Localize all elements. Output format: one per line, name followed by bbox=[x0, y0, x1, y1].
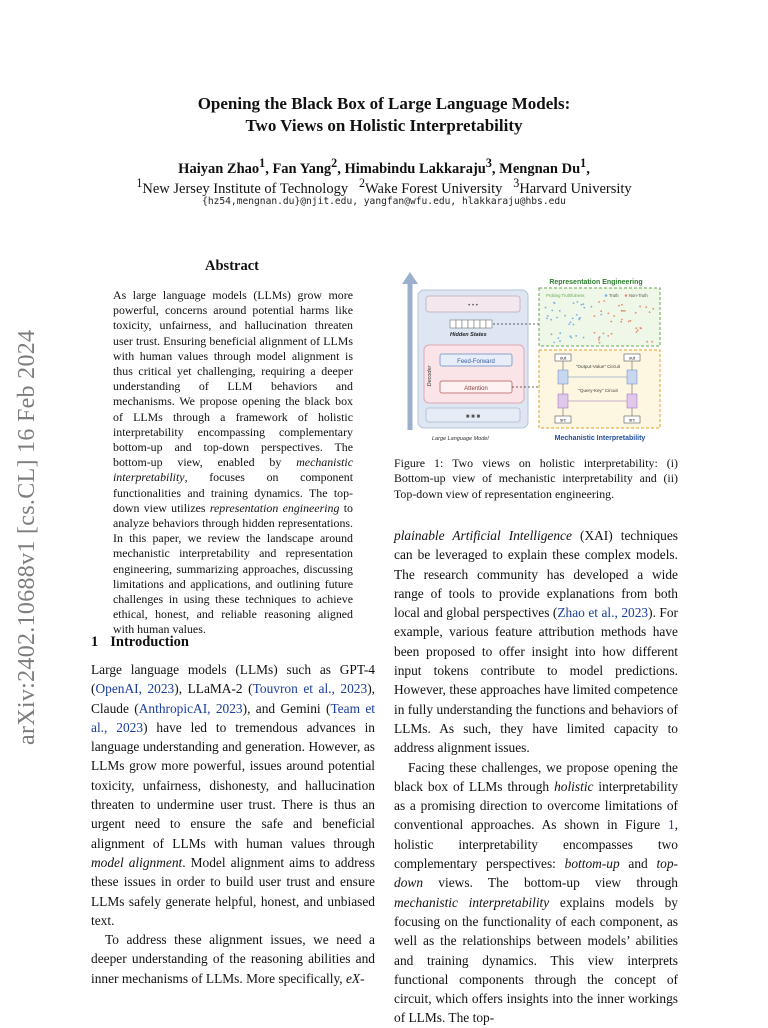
author-affil-mark: 3 bbox=[485, 156, 492, 170]
truth-point bbox=[581, 304, 583, 306]
truth-point bbox=[556, 317, 558, 319]
truth-point bbox=[583, 337, 585, 339]
citation-link[interactable]: OpenAI, 2023 bbox=[95, 681, 175, 697]
non-truth-point bbox=[594, 332, 596, 334]
truth-point bbox=[571, 337, 573, 339]
figure-caption: Figure 1: Two views on holistic interpretability: (i) Bottom-up view of mechanistic interpretability and (ii) Top-down view of representation engineering. bbox=[394, 456, 678, 501]
non-truth-point bbox=[607, 335, 609, 337]
truth-point bbox=[551, 333, 553, 335]
emphasis: holistic bbox=[554, 778, 594, 794]
feed-forward-label: Feed-Forward bbox=[457, 359, 495, 365]
src-label: src bbox=[560, 417, 566, 423]
emphasis: eX- bbox=[345, 970, 365, 986]
emphasis: mechanistic interpretability bbox=[394, 894, 550, 910]
hidden-states-label: Hidden States bbox=[450, 332, 487, 338]
text-run: Facing these challenges, we propose opening the black box of LLMs through bbox=[394, 759, 678, 794]
non-truth-point bbox=[635, 327, 637, 329]
author-affil-mark: 2 bbox=[331, 156, 338, 170]
truth-point bbox=[568, 323, 570, 325]
truth-point bbox=[578, 319, 580, 321]
abstract-body bbox=[113, 288, 353, 638]
non-truth-point bbox=[607, 313, 609, 315]
emphasis: bottom-up bbox=[564, 856, 620, 872]
non-truth-point bbox=[621, 319, 623, 321]
section-number: 1 bbox=[91, 634, 99, 650]
truth-point bbox=[599, 336, 601, 338]
text-run: ). For example, various feature attribution methods have been proposed to offer insight into how different input tokens contribute to model predictions. However, these approaches have limited competence in fully understanding the functions and behaviors of LLMs. As such, they have limited capacity to address alignment issues. bbox=[394, 605, 678, 756]
intro-right-column bbox=[394, 526, 678, 1028]
abstract-text: , focuses on component functionalities and training dynamics. The top-down view utilizes bbox=[113, 470, 353, 515]
affiliation-name: Wake Forest University bbox=[365, 180, 503, 197]
truth-point bbox=[573, 302, 575, 304]
hidden-state-cells bbox=[450, 320, 492, 328]
truth-point bbox=[559, 310, 561, 312]
rep-engineering-title: Representation Engineering bbox=[549, 279, 643, 286]
abstract-emphasis: mechanistic interpretability bbox=[113, 455, 353, 485]
non-truth-point bbox=[611, 333, 613, 335]
author-name: Himabindu Lakkaraju bbox=[344, 160, 486, 177]
non-truth-point bbox=[621, 310, 623, 312]
truth-point bbox=[569, 335, 571, 337]
truth-point bbox=[547, 315, 549, 317]
non-truth-point bbox=[618, 305, 620, 307]
legend-nontruth-marker bbox=[625, 294, 628, 297]
ov-circuit-label: "Output-Value" Circuit bbox=[575, 364, 621, 369]
non-truth-point bbox=[599, 342, 601, 344]
truth-point bbox=[553, 302, 555, 304]
truth-point bbox=[553, 342, 555, 344]
non-truth-point bbox=[613, 315, 615, 317]
truth-point bbox=[573, 324, 575, 326]
out-label: out bbox=[628, 355, 636, 361]
author-emails: {hz54,mengnan.du}@njit.edu, yangfan@wfu.edu, hlakkaraju@hbs.edu bbox=[202, 196, 566, 207]
non-truth-point bbox=[603, 333, 605, 335]
qk-circuit-label: "Query-Key" Circuit bbox=[578, 388, 618, 393]
non-truth-point bbox=[598, 339, 600, 341]
non-truth-point bbox=[621, 304, 623, 306]
truth-point bbox=[550, 319, 552, 321]
paper-title bbox=[0, 93, 768, 137]
truth-point bbox=[570, 321, 572, 323]
non-truth-point bbox=[646, 341, 648, 343]
truth-point bbox=[600, 314, 602, 316]
non-truth-point bbox=[652, 308, 654, 310]
legend-nontruth-label: Non-Truth bbox=[629, 293, 648, 298]
abstract-text: to analyze behaviors through hidden representations. In this paper, we review the landscape around mechanistic interpretability and representation engineering, summarizing approaches, discussing limitations and applications, and outlining future challenges in using these techniques to achieve ethical, honest, and reliable reasoning aligned with human values. bbox=[113, 500, 353, 637]
truth-point bbox=[546, 317, 548, 319]
intro-paragraph bbox=[394, 758, 678, 1028]
text-run: interpretability as a promising direction to overcome limitations of conventional approaches. As shown in Figure bbox=[394, 778, 679, 833]
non-truth-point bbox=[603, 300, 605, 302]
author-affil-mark: 1 bbox=[580, 156, 587, 170]
non-truth-point bbox=[622, 310, 624, 312]
src-label: src bbox=[629, 417, 635, 423]
text-run: ), Claude ( bbox=[91, 681, 375, 716]
intro-paragraph bbox=[394, 526, 678, 758]
non-truth-point bbox=[636, 331, 638, 333]
legend-probe-label: Probing Truthfulness bbox=[546, 293, 585, 298]
figure-1-diagram bbox=[396, 270, 680, 445]
author-name: Haiyan Zhao bbox=[178, 160, 260, 177]
intro-paragraph bbox=[91, 660, 375, 930]
ov-matrix-right bbox=[627, 370, 637, 384]
non-truth-point bbox=[610, 321, 612, 323]
non-truth-point bbox=[630, 320, 632, 322]
citation-link[interactable]: Team et al., 2023 bbox=[91, 700, 375, 735]
truth-point bbox=[575, 335, 577, 337]
attention-label: Attention bbox=[464, 386, 488, 392]
affiliations bbox=[0, 176, 768, 198]
non-truth-point bbox=[598, 301, 600, 303]
title-line-1: Opening the Black Box of Large Language Models: bbox=[197, 94, 571, 113]
truth-point bbox=[583, 303, 585, 305]
ov-matrix-left bbox=[558, 370, 568, 384]
arxiv-identifier: arXiv:2402.10688v1 [cs.CL] 16 Feb 2024 bbox=[14, 329, 40, 745]
qk-matrix-left bbox=[558, 394, 568, 408]
text-run: . Model alignment aims to address these issues in order to build user trust and ensure LLMs safely generate helpful, honest, and unbiased text. bbox=[91, 854, 375, 928]
truth-point bbox=[545, 307, 547, 309]
text-run: ) have led to tremendous advances in language understanding and generation. However, as LLMs grow more powerful, issues around potential toxicity, unfairness, dishonesty, and hallucination threaten to undermine user trust. There is thus an urgent need to ensure the safe and beneficial alignment of LLMs with human values through bbox=[91, 719, 375, 851]
non-truth-point bbox=[649, 311, 651, 313]
text-run: views. The bottom-up view through bbox=[423, 875, 678, 891]
truth-point bbox=[559, 332, 561, 334]
title-line-2: Two Views on Holistic Interpretability bbox=[245, 116, 523, 135]
text-run: Large language models (LLMs) such as GPT-4 ( bbox=[91, 662, 375, 697]
abstract-emphasis: representation engineering bbox=[209, 500, 340, 515]
text-run: (XAI) techniques can be leveraged to explain these complex models. The research community has developed a wide range of tools to provide explanations from both local and global perspectives ( bbox=[394, 528, 678, 621]
truth-point bbox=[576, 301, 578, 303]
citation-link[interactable]: AnthropicAI, 2023 bbox=[138, 700, 243, 716]
intro-left-column bbox=[91, 660, 375, 988]
legend-truth-marker bbox=[605, 294, 608, 297]
text-run: To address these alignment issues, we need a deeper understanding of the reasoning abilities and inner mechanisms of LLMs. More specifically, bbox=[91, 932, 375, 986]
emphasis: plainable Artificial Intelligence bbox=[394, 528, 572, 543]
truth-point bbox=[579, 317, 581, 319]
decoder-label: Decoder bbox=[427, 365, 433, 387]
non-truth-point bbox=[637, 329, 639, 331]
author-affil-mark: 1 bbox=[259, 156, 266, 170]
non-truth-point bbox=[600, 310, 602, 312]
affiliation-name: Harvard University bbox=[519, 180, 632, 197]
truth-point bbox=[572, 318, 574, 320]
citation-link[interactable]: Zhao et al., 2023 bbox=[557, 605, 649, 621]
qk-matrix-right bbox=[627, 394, 637, 408]
author-name: Mengnan Du bbox=[499, 160, 581, 177]
affil-mark: 1 bbox=[136, 176, 143, 190]
non-truth-point bbox=[635, 312, 637, 314]
truth-point bbox=[591, 306, 593, 308]
figure-ref-link[interactable]: 1 bbox=[667, 817, 675, 833]
abstract-text: As large language models (LLMs) grow more powerful, concerns around potential harms like toxicity, unfairness, and hallucination threaten user trust. Ensuring beneficial alignment of LLMs with human values through model alignment is thus critical yet challenging, requiring a deeper understanding of LLM behaviors and mechanisms. We propose opening the black box of LLMs through a framework of holistic interpretability encompassing complementary bottom-up and top-down perspectives. The bottom-up view, enabled by bbox=[113, 288, 353, 470]
section-title: Introduction bbox=[110, 634, 189, 650]
text-run: ), LLaMA-2 ( bbox=[174, 681, 253, 697]
non-truth-point bbox=[639, 327, 641, 329]
truth-point bbox=[551, 310, 553, 312]
non-truth-point bbox=[620, 321, 622, 323]
non-truth-point bbox=[594, 315, 596, 317]
emphasis: model alignment bbox=[91, 854, 183, 870]
truth-point bbox=[576, 314, 578, 316]
author-name: Fan Yang bbox=[272, 160, 332, 177]
text-run: explains models by focusing on the functionality of each component, as well as the relationships between models’ abilities and training dynamics. This view interprets functional components through the concept of circuit, which offers insights into the inner workings of LLMs. The top- bbox=[394, 894, 678, 1026]
non-truth-point bbox=[645, 306, 647, 308]
legend-truth-label: Truth bbox=[609, 293, 619, 298]
arrow-head-icon bbox=[402, 272, 418, 284]
mech-interp-title: Mechanistic Interpretability bbox=[554, 435, 646, 442]
emphasis: top-down bbox=[394, 856, 679, 891]
text-run: , holistic interpretability encompasses two complementary perspectives: bbox=[394, 817, 678, 872]
author-list: Haiyan Zhao$^1$, Fan Yang$^2$, Himabindu Lakkaraju$^3$, Mengnan Du$^1$, bbox=[178, 156, 590, 177]
affil-mark: 2 bbox=[358, 176, 366, 190]
text-run: and bbox=[619, 856, 657, 872]
truth-point bbox=[583, 307, 585, 309]
truth-point bbox=[557, 337, 559, 339]
truth-point bbox=[559, 340, 561, 342]
non-truth-point bbox=[651, 341, 653, 343]
affil-mark: 3 bbox=[513, 176, 520, 190]
truth-point bbox=[564, 315, 566, 317]
non-truth-point bbox=[628, 321, 630, 323]
section-heading bbox=[91, 634, 201, 651]
out-label: out bbox=[559, 355, 567, 361]
non-truth-point bbox=[639, 306, 641, 308]
dots-bottom-label: ■ ■ ■ bbox=[465, 414, 481, 420]
dots-label: • • • bbox=[468, 303, 478, 309]
non-truth-point bbox=[624, 310, 626, 312]
intro-paragraph bbox=[91, 930, 375, 988]
citation-link[interactable]: Touvron et al., 2023 bbox=[252, 681, 368, 697]
abstract-heading: Abstract bbox=[205, 258, 259, 274]
text-run: ), and Gemini ( bbox=[242, 700, 331, 716]
llm-label: Large Language Model bbox=[432, 436, 489, 442]
affiliation-name: New Jersey Institute of Technology bbox=[142, 180, 349, 197]
